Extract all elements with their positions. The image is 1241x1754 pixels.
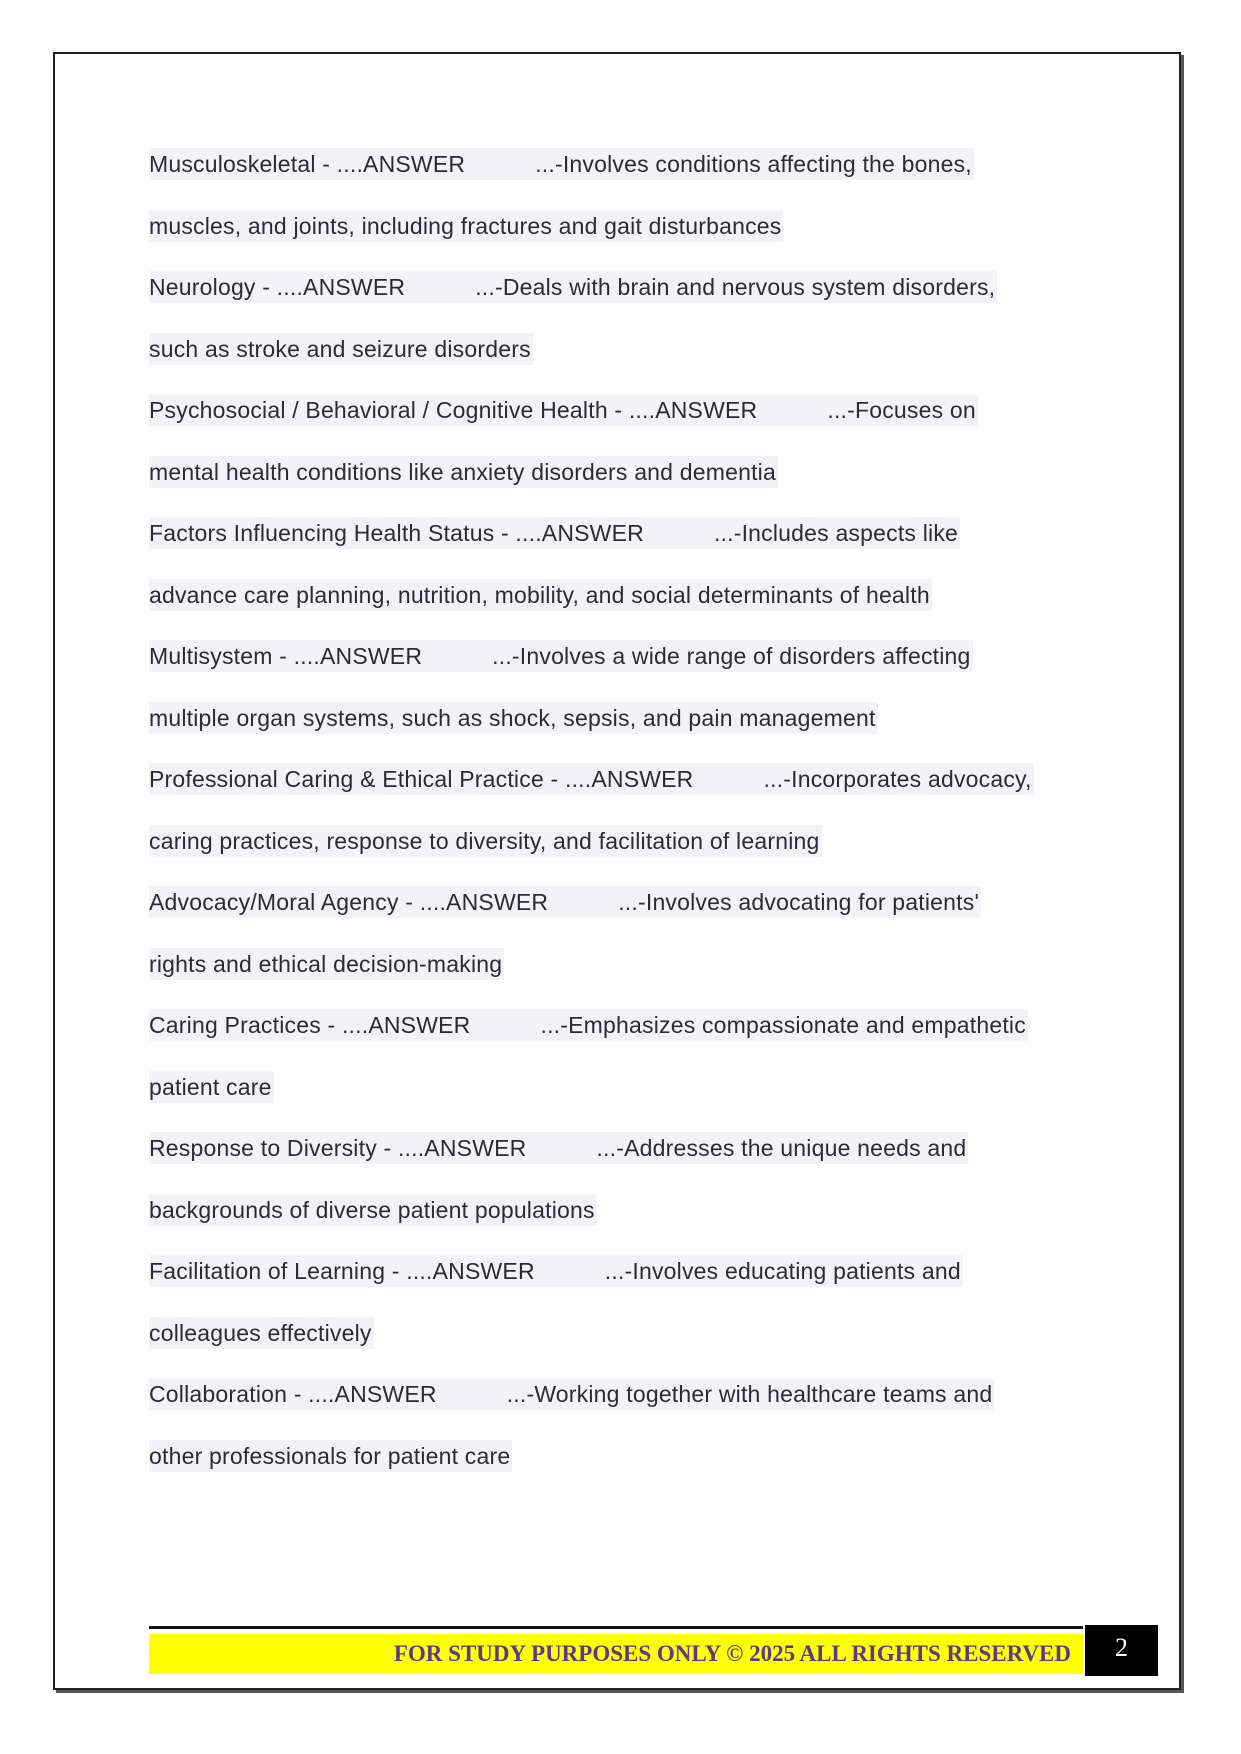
qa-question-line (149, 271, 997, 303)
qa-question-line (149, 1378, 994, 1410)
qa-entry-psychosocial (149, 394, 1099, 517)
qa-question-line (149, 886, 981, 918)
qa-term: Psychosocial / Behavioral / Cognitive Health - ....ANSWER (149, 397, 758, 423)
qa-answer: ...-Addresses the unique needs and (596, 1135, 967, 1161)
qa-term: Facilitation of Learning - ....ANSWER (149, 1258, 535, 1284)
qa-term: Response to Diversity - ....ANSWER (149, 1135, 527, 1161)
qa-answer: ...-Incorporates advocacy, (763, 766, 1032, 792)
qa-term: Collaboration - ....ANSWER (149, 1381, 437, 1407)
qa-term: Professional Caring & Ethical Practice - ....ANSWER (149, 766, 694, 792)
qa-answer: ...-Deals with brain and nervous system disorders, (475, 274, 996, 300)
qa-entry-musculoskeletal (149, 148, 1099, 271)
qa-answer: ...-Includes aspects like (713, 520, 959, 546)
qa-term: Caring Practices - ....ANSWER (149, 1012, 471, 1038)
qa-entry-neurology (149, 271, 1099, 394)
qa-question-line (149, 517, 960, 549)
qa-continuation: colleagues effectively (149, 1317, 374, 1349)
qa-continuation: caring practices, response to diversity, and facilitation of learning (149, 825, 822, 857)
qa-term: Advocacy/Moral Agency - ....ANSWER (149, 889, 549, 915)
qa-entry-response-to-diversity (149, 1132, 1099, 1255)
qa-continuation: rights and ethical decision-making (149, 948, 504, 980)
qa-entry-facilitation-of-learning (149, 1255, 1099, 1378)
qa-answer: ...-Involves advocating for patients' (618, 889, 980, 915)
qa-question-line (149, 1132, 968, 1164)
footer-banner (149, 1634, 1083, 1674)
qa-entry-multisystem (149, 640, 1099, 763)
qa-continuation: muscles, and joints, including fractures and gait disturbances (149, 210, 783, 242)
qa-answer: ...-Involves a wide range of disorders affecting (492, 643, 971, 669)
qa-entry-factors-influencing-health (149, 517, 1099, 640)
qa-question-line (149, 148, 974, 180)
qa-answer: ...-Focuses on (827, 397, 976, 423)
qa-question-line (149, 394, 978, 426)
footer-copyright-text: FOR STUDY PURPOSES ONLY © 2025 ALL RIGHTS RESERVED (393, 1641, 1071, 1666)
qa-continuation: patient care (149, 1071, 274, 1103)
qa-continuation: multiple organ systems, such as shock, sepsis, and pain management (149, 702, 878, 734)
qa-continuation: such as stroke and seizure disorders (149, 333, 533, 365)
qa-question-line (149, 1255, 963, 1287)
qa-term: Factors Influencing Health Status - ....ANSWER (149, 520, 644, 546)
qa-answer: ...-Working together with healthcare teams and (506, 1381, 993, 1407)
qa-continuation: backgrounds of diverse patient populations (149, 1194, 597, 1226)
qa-continuation: other professionals for patient care (149, 1440, 512, 1472)
qa-answer: ...-Emphasizes compassionate and empathetic (540, 1012, 1026, 1038)
footer-rule (149, 1626, 1083, 1629)
qa-entry-professional-caring (149, 763, 1099, 886)
qa-answer: ...-Involves conditions affecting the bones, (535, 151, 972, 177)
qa-continuation: advance care planning, nutrition, mobility, and social determinants of health (149, 579, 932, 611)
page-number: 2 (1085, 1625, 1158, 1676)
qa-entry-caring-practices (149, 1009, 1099, 1132)
qa-answer: ...-Involves educating patients and (604, 1258, 961, 1284)
qa-term: Multisystem - ....ANSWER (149, 643, 423, 669)
document-body (149, 148, 1099, 1501)
qa-entry-collaboration (149, 1378, 1099, 1501)
qa-question-line (149, 1009, 1028, 1041)
qa-continuation: mental health conditions like anxiety disorders and dementia (149, 456, 778, 488)
qa-entry-advocacy (149, 886, 1099, 1009)
qa-question-line (149, 640, 973, 672)
qa-term: Neurology - ....ANSWER (149, 274, 406, 300)
qa-term: Musculoskeletal - ....ANSWER (149, 151, 466, 177)
qa-question-line (149, 763, 1034, 795)
